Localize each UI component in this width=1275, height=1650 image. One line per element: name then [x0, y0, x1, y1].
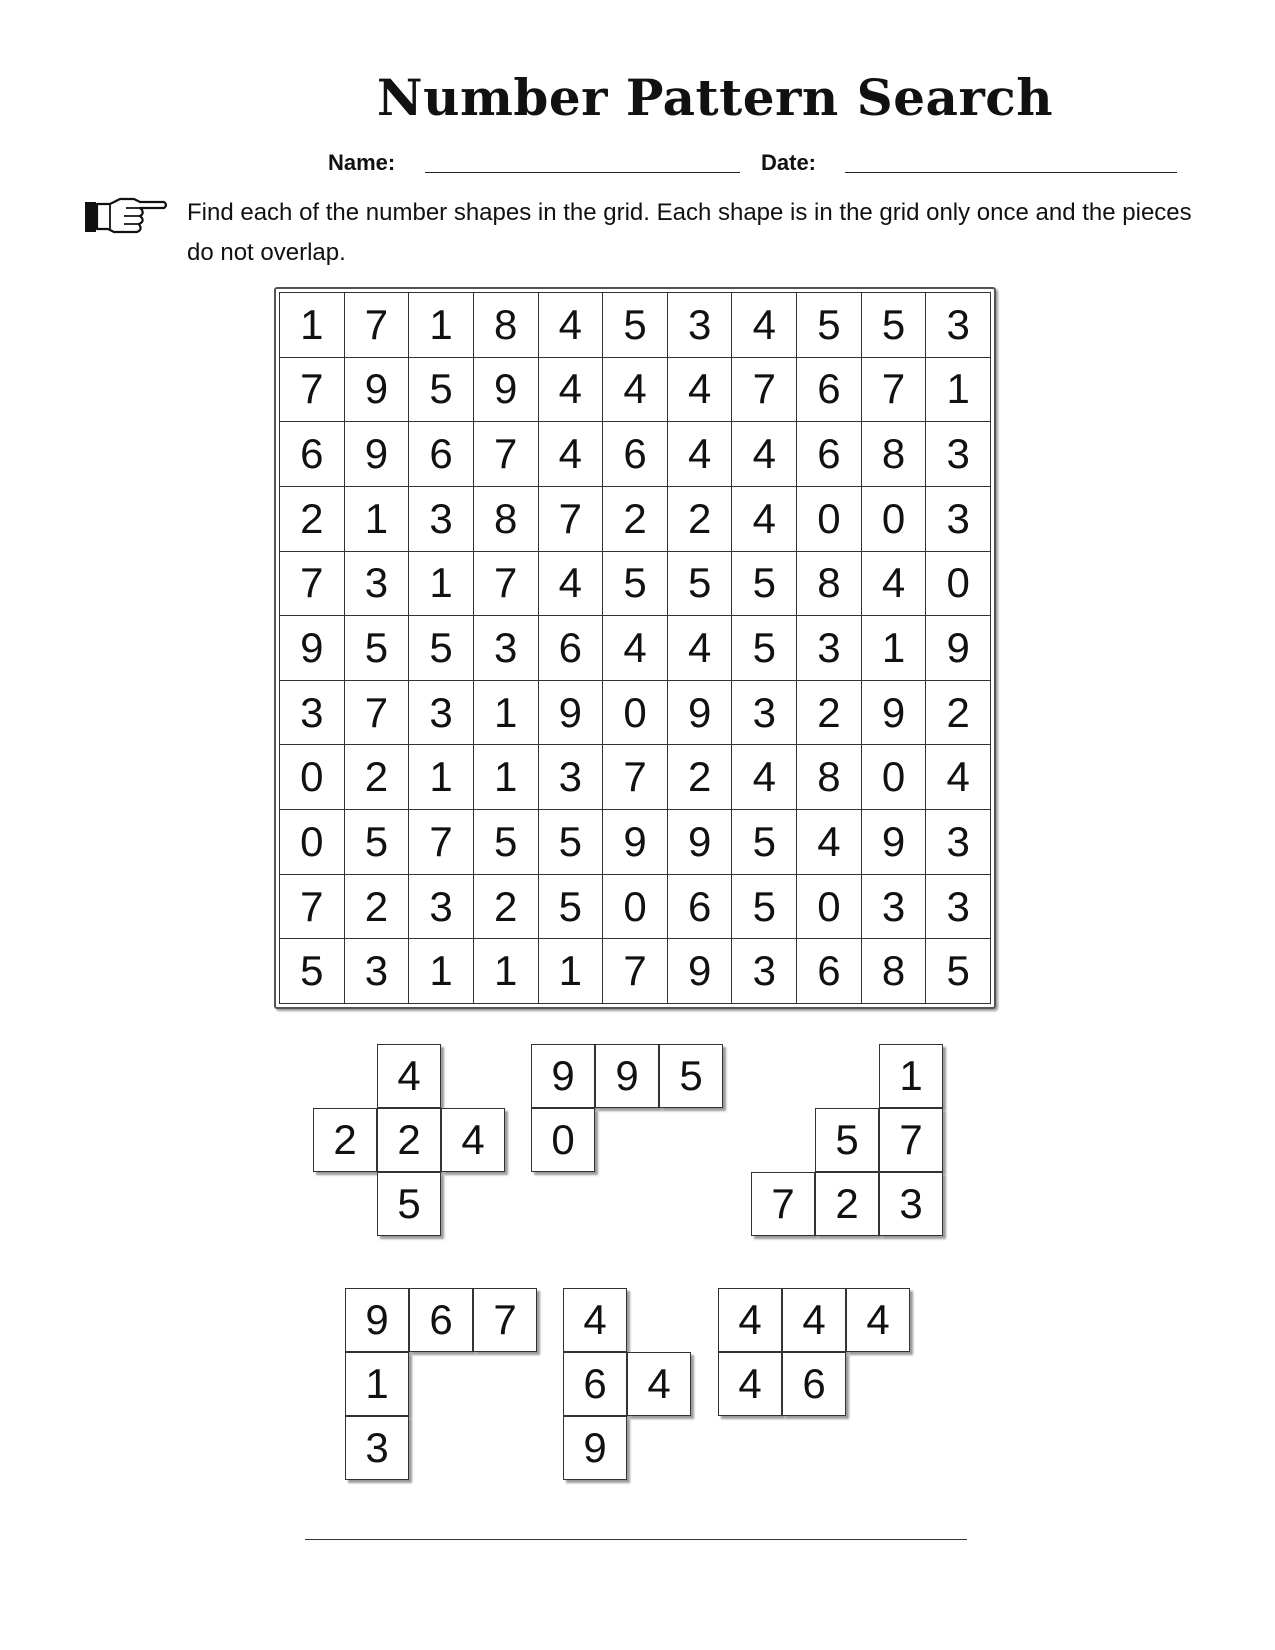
grid-cell[interactable]: 5 [345, 616, 410, 681]
grid-cell[interactable]: 4 [539, 552, 604, 617]
grid-cell[interactable]: 5 [732, 810, 797, 875]
grid-cell[interactable]: 9 [926, 616, 991, 681]
grid-cell[interactable]: 4 [732, 422, 797, 487]
grid-cell[interactable]: 1 [474, 939, 539, 1004]
shape-cell: 4 [782, 1288, 846, 1352]
grid-cell[interactable]: 3 [926, 422, 991, 487]
grid-cell[interactable]: 7 [345, 293, 410, 358]
grid-cell[interactable]: 2 [280, 487, 345, 552]
grid-cell[interactable]: 0 [926, 552, 991, 617]
grid-cell[interactable]: 8 [862, 422, 927, 487]
grid-cell[interactable]: 2 [603, 487, 668, 552]
shape-cell: 1 [345, 1352, 409, 1416]
grid-cell[interactable]: 1 [280, 293, 345, 358]
grid-cell[interactable]: 3 [926, 487, 991, 552]
grid-cell[interactable]: 1 [539, 939, 604, 1004]
shape-cell: 4 [718, 1288, 782, 1352]
grid-cell[interactable]: 9 [280, 616, 345, 681]
shape-cell: 9 [345, 1288, 409, 1352]
grid-cell[interactable]: 3 [345, 939, 410, 1004]
grid-cell[interactable]: 1 [409, 552, 474, 617]
grid-cell[interactable]: 6 [668, 875, 733, 940]
shape-cell: 7 [751, 1172, 815, 1236]
grid-cell[interactable]: 3 [345, 552, 410, 617]
grid-cell[interactable]: 3 [732, 681, 797, 746]
grid-cell[interactable]: 5 [862, 293, 927, 358]
grid-cell[interactable]: 4 [603, 358, 668, 423]
grid-cell[interactable]: 6 [539, 616, 604, 681]
grid-cell[interactable]: 8 [474, 487, 539, 552]
grid-cell[interactable]: 1 [345, 487, 410, 552]
grid-cell[interactable]: 4 [862, 552, 927, 617]
shape-cell: 9 [563, 1416, 627, 1480]
grid-cell[interactable]: 5 [474, 810, 539, 875]
grid-cell[interactable]: 4 [668, 358, 733, 423]
grid-cell[interactable]: 2 [797, 681, 862, 746]
grid-cell[interactable]: 3 [862, 875, 927, 940]
bottom-rule [305, 1539, 967, 1540]
grid-cell[interactable]: 4 [539, 358, 604, 423]
shape-cell: 7 [473, 1288, 537, 1352]
shape-cell: 4 [718, 1352, 782, 1416]
grid-cell[interactable]: 7 [539, 487, 604, 552]
grid-cell[interactable]: 7 [280, 552, 345, 617]
pointing-hand-icon [84, 196, 168, 238]
grid-cell[interactable]: 8 [474, 293, 539, 358]
grid-cell[interactable]: 5 [603, 552, 668, 617]
grid-cell[interactable]: 7 [732, 358, 797, 423]
number-grid [279, 292, 991, 1004]
grid-cell[interactable]: 6 [409, 422, 474, 487]
shape-cell: 5 [815, 1108, 879, 1172]
grid-cell[interactable]: 4 [668, 616, 733, 681]
grid-cell[interactable]: 9 [668, 810, 733, 875]
grid-cell[interactable]: 5 [732, 875, 797, 940]
shape-cell: 7 [879, 1108, 943, 1172]
grid-cell[interactable]: 3 [539, 745, 604, 810]
shape-cell: 9 [531, 1044, 595, 1108]
grid-cell[interactable]: 3 [474, 616, 539, 681]
grid-cell[interactable]: 9 [345, 422, 410, 487]
shape-cell: 4 [377, 1044, 441, 1108]
grid-cell[interactable]: 2 [474, 875, 539, 940]
grid-cell[interactable]: 5 [539, 810, 604, 875]
shape-cell: 6 [409, 1288, 473, 1352]
grid-cell[interactable]: 0 [603, 681, 668, 746]
grid-cell[interactable]: 7 [280, 875, 345, 940]
grid-cell[interactable]: 7 [862, 358, 927, 423]
grid-cell[interactable]: 9 [862, 810, 927, 875]
grid-cell[interactable]: 5 [797, 293, 862, 358]
grid-cell[interactable]: 0 [862, 487, 927, 552]
grid-cell[interactable]: 3 [668, 293, 733, 358]
shape-cell: 4 [441, 1108, 505, 1172]
shape-cell: 3 [345, 1416, 409, 1480]
grid-cell[interactable]: 0 [280, 745, 345, 810]
name-label: Name: [328, 150, 396, 175]
grid-cell[interactable]: 1 [926, 358, 991, 423]
grid-cell[interactable]: 4 [539, 293, 604, 358]
grid-cell[interactable]: 2 [668, 487, 733, 552]
shape-cell: 4 [846, 1288, 910, 1352]
shape-cell: 6 [563, 1352, 627, 1416]
date-label: Date: [761, 150, 817, 175]
grid-cell[interactable]: 5 [603, 293, 668, 358]
grid-cell[interactable]: 6 [797, 358, 862, 423]
grid-cell[interactable]: 7 [409, 810, 474, 875]
grid-cell[interactable]: 5 [409, 358, 474, 423]
shape-cell: 5 [377, 1172, 441, 1236]
grid-cell[interactable]: 3 [409, 487, 474, 552]
grid-cell[interactable]: 8 [797, 552, 862, 617]
grid-cell[interactable]: 5 [280, 939, 345, 1004]
grid-cell[interactable]: 0 [280, 810, 345, 875]
grid-cell[interactable]: 3 [280, 681, 345, 746]
grid-cell[interactable]: 2 [668, 745, 733, 810]
shape-cell: 2 [815, 1172, 879, 1236]
grid-cell[interactable]: 2 [345, 875, 410, 940]
grid-cell[interactable]: 3 [926, 810, 991, 875]
grid-cell[interactable]: 5 [345, 810, 410, 875]
instructions-text: Find each of the number shapes in the grid. Each shape is in the grid only once and the pieces do not overlap. [187, 199, 1192, 266]
grid-cell[interactable]: 1 [409, 293, 474, 358]
grid-cell[interactable]: 9 [668, 939, 733, 1004]
grid-cell[interactable]: 4 [732, 293, 797, 358]
grid-cell[interactable]: 6 [797, 939, 862, 1004]
grid-cell[interactable]: 1 [862, 616, 927, 681]
shape-cell: 5 [659, 1044, 723, 1108]
grid-cell[interactable]: 9 [345, 358, 410, 423]
grid-cell[interactable]: 8 [797, 745, 862, 810]
grid-cell[interactable]: 0 [797, 487, 862, 552]
grid-cell[interactable]: 5 [926, 939, 991, 1004]
grid-cell[interactable]: 1 [409, 939, 474, 1004]
grid-cell[interactable]: 3 [797, 616, 862, 681]
grid-cell[interactable]: 9 [862, 681, 927, 746]
grid-cell[interactable]: 0 [862, 745, 927, 810]
grid-cell[interactable]: 7 [474, 552, 539, 617]
grid-cell[interactable]: 7 [345, 681, 410, 746]
grid-cell[interactable]: 6 [797, 422, 862, 487]
grid-cell[interactable]: 9 [603, 810, 668, 875]
shape-cell: 6 [782, 1352, 846, 1416]
date-field-line[interactable] [845, 172, 1177, 173]
grid-cell[interactable]: 4 [539, 422, 604, 487]
page-title: Number Pattern Search [376, 68, 1054, 127]
grid-cell[interactable]: 3 [732, 939, 797, 1004]
grid-cell[interactable]: 3 [409, 875, 474, 940]
grid-cell[interactable]: 3 [926, 875, 991, 940]
grid-cell[interactable]: 3 [926, 293, 991, 358]
shape-cell: 2 [377, 1108, 441, 1172]
grid-cell[interactable]: 8 [862, 939, 927, 1004]
grid-cell[interactable]: 4 [797, 810, 862, 875]
grid-cell[interactable]: 9 [539, 681, 604, 746]
grid-cell[interactable]: 7 [603, 745, 668, 810]
grid-cell[interactable]: 6 [280, 422, 345, 487]
grid-cell[interactable]: 0 [603, 875, 668, 940]
shape-cell: 0 [531, 1108, 595, 1172]
name-field-line[interactable] [425, 172, 740, 173]
grid-cell[interactable]: 5 [409, 616, 474, 681]
shape-cell: 9 [595, 1044, 659, 1108]
grid-cell[interactable]: 4 [732, 745, 797, 810]
grid-cell[interactable]: 0 [797, 875, 862, 940]
grid-cell[interactable]: 4 [603, 616, 668, 681]
grid-cell[interactable]: 2 [926, 681, 991, 746]
shape-cell: 2 [313, 1108, 377, 1172]
shape-cell: 1 [879, 1044, 943, 1108]
shape-cell: 3 [879, 1172, 943, 1236]
grid-cell[interactable]: 5 [539, 875, 604, 940]
grid-cell[interactable]: 7 [603, 939, 668, 1004]
grid-cell[interactable]: 7 [280, 358, 345, 423]
shape-cell: 4 [563, 1288, 627, 1352]
grid-cell[interactable]: 1 [474, 681, 539, 746]
grid-cell[interactable]: 2 [345, 745, 410, 810]
grid-cell[interactable]: 1 [474, 745, 539, 810]
grid-cell[interactable]: 9 [668, 681, 733, 746]
grid-cell[interactable]: 7 [474, 422, 539, 487]
grid-cell[interactable]: 5 [732, 552, 797, 617]
grid-cell[interactable]: 5 [732, 616, 797, 681]
shape-cell: 4 [627, 1352, 691, 1416]
grid-cell[interactable]: 3 [409, 681, 474, 746]
grid-cell[interactable]: 5 [668, 552, 733, 617]
grid-cell[interactable]: 1 [409, 745, 474, 810]
grid-cell[interactable]: 9 [474, 358, 539, 423]
grid-cell[interactable]: 4 [668, 422, 733, 487]
grid-cell[interactable]: 4 [732, 487, 797, 552]
grid-cell[interactable]: 4 [926, 745, 991, 810]
grid-cell[interactable]: 6 [603, 422, 668, 487]
